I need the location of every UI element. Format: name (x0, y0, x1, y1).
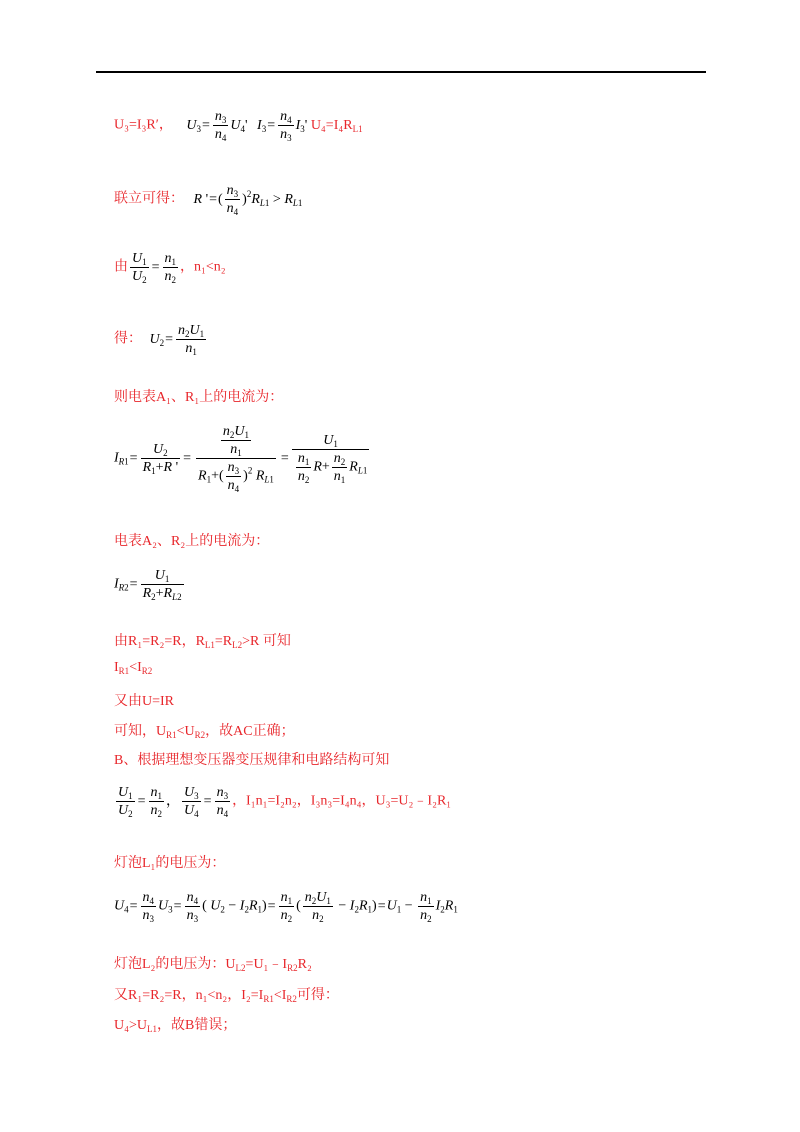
line-r-equal: 由R₁=R₂=R，$R_{L1}=R_{L2}>R$ 可知 (114, 634, 291, 650)
text-u3-i3r: U₃=I₃R′， (114, 117, 173, 133)
line-l2-voltage: 灯泡L₂的电压为：$U_{L2}=U_1﹣I_{R2}R_2$ (114, 957, 312, 973)
line-a1-current-label: 则电表A₁、R₁上的电流为： (114, 390, 284, 405)
line-u3-relation (114, 108, 363, 143)
label-get: 得： (114, 331, 142, 347)
line-transformer-relations (114, 784, 451, 819)
line-l1-voltage-label: 灯泡L₁的电压为： (114, 856, 226, 871)
text-current-relations: ，I₁n₁=I₂n₂，I₃n₃=I₄n₄，U₃=U₂﹣I₂R₁ (232, 793, 452, 809)
formula-u2: $U_2=$ $\frac{n_2U_1}{n_1}$ (149, 323, 205, 357)
text-n1-lt-n2: ，n₁<n₂ (180, 259, 226, 275)
formula-ir2: $I_{R2}=$ $\frac{U_1}{R_2+R_{L2}}$ (114, 568, 182, 602)
text-u4-i4rl1: $U_4=I_4R_{L1}$ (310, 117, 363, 134)
line-ohm: 又由U=IR (114, 694, 175, 709)
line-conditions: 又R₁=R₂=R，n₁<n₂，$I_2=I_{R1}<I_{R2}$可得： (114, 988, 339, 1004)
formula-u-ratio: $\frac{U_1}{U_2}$ = $\frac{n_1}{n_2}$ (132, 251, 177, 285)
formula-ir1: $I_{R1}=$ $\frac{U_2}{R_1+R '}$ = $\frac{n_2U_1}{n_1}$ $R_1+$( $\frac{n_3}{n_4}$ )$^2$ $R_{L1}$ = $U_1$ $\frac{n_1}{n_2}$ R+ $\frac{n_2}{n_1}$ $R_{L1}$ (114, 424, 368, 494)
formula-u3: $U_3=$ $\frac{n_3}{n_4}$ $U_4'$ (186, 109, 252, 143)
formula-ratios: $\frac{U_1}{U_2}$ = $\frac{n_1}{n_2}$ ， $\frac{U_3}{U_4}$ = $\frac{n_3}{n_4}$ (118, 785, 229, 819)
line-u2 (114, 322, 208, 357)
line-ratio (114, 250, 226, 285)
formula-r-prime: R '=( $\frac{n_3}{n_4}$ )$^2R_{L1} > R_{L1}$ (193, 183, 303, 217)
formula-u4: $U_4=$ $\frac{n_4}{n_3}$ $U_3=$ $\frac{n_4}{n_3}$ ( $U_2 - I_2R_1)=$ $\frac{n_1}{n_2}$ ( $\frac{n_2U_1}{n_2}$ − $I_2R_1)=U_1$ − $\frac{n_1}{n_2}$ $I_2R_1$ (114, 890, 458, 924)
text-from: 由 (114, 259, 128, 275)
line-a2-current-label: 电表A₂、R₂上的电流为： (114, 534, 270, 549)
label-combined: 联立可得： (114, 191, 184, 207)
line-ir-compare: $I_{R1}<I_{R2}$ (114, 660, 153, 676)
line-conclusion-ac: 可知，$U_{R1}<U_{R2}$，故AC正确； (114, 724, 295, 740)
header-rule (96, 71, 706, 73)
line-conclusion-b: $U_4>U_{L1}$，故B错误； (114, 1018, 237, 1034)
line-option-b: B、根据理想变压器变压规律和电路结构可知 (114, 753, 390, 768)
line-combined (114, 182, 302, 217)
formula-i3: $I_3=$ $\frac{n_4}{n_3}$ $I_3'$ (257, 109, 311, 143)
